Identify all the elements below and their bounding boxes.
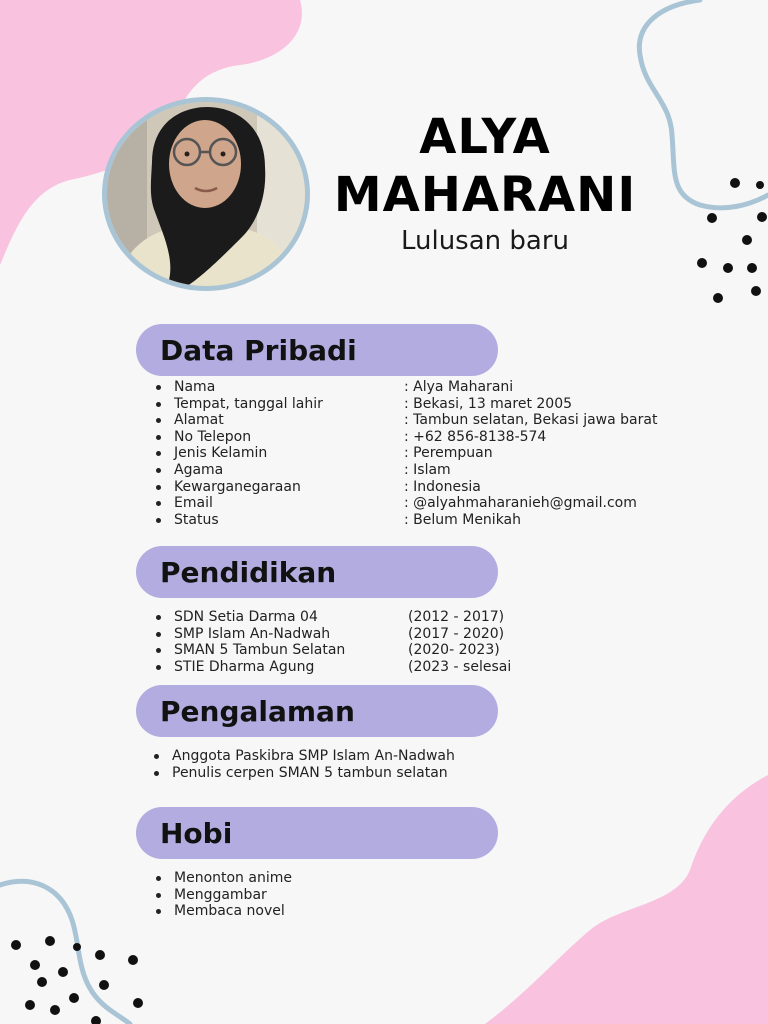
field-label: Tempat, tanggal lahir: [174, 395, 323, 412]
field-value: : Tambun selatan, Bekasi jawa barat: [404, 412, 658, 429]
field-value: : Alya Maharani: [404, 379, 514, 395]
pink-blob-bottom-right: [485, 775, 768, 1024]
section-title-education: Pendidikan: [160, 555, 337, 589]
section-header-personal: [136, 324, 498, 376]
list-item: [154, 479, 714, 496]
list-item: Penulis cerpen SMAN 5 tambun selatan: [152, 765, 455, 782]
field-value: : +62 856-8138-574: [404, 428, 547, 445]
list-item: [154, 642, 574, 659]
field-label: Status: [174, 511, 219, 528]
section-header-experience: [136, 685, 498, 737]
blue-curve-top-right: [639, 0, 768, 208]
list-item: Anggota Paskibra SMP Islam An-Nadwah: [152, 748, 455, 765]
list-item: [154, 429, 714, 446]
school-name: SMAN 5 Tambun Selatan: [174, 642, 346, 659]
field-value: : Perempuan: [404, 445, 493, 462]
name-line-2: MAHARANI: [333, 167, 637, 223]
list-item: [154, 626, 574, 643]
section-title-hobbies: Hobi: [160, 816, 233, 850]
school-name: SDN Setia Darma 04: [174, 609, 318, 625]
list-item: [154, 412, 714, 429]
field-value: : @alyahmaharanieh@gmail.com: [404, 495, 637, 512]
list-item: [154, 379, 714, 396]
dots-top-right: [697, 178, 767, 303]
subtitle: Lulusan baru: [400, 226, 570, 256]
field-value: : Belum Menikah: [404, 511, 522, 528]
dots-bottom-left: [11, 936, 143, 1024]
list-item: [154, 445, 714, 462]
field-label: Alamat: [174, 412, 224, 429]
field-value: : Indonesia: [404, 478, 481, 495]
list-item: [154, 462, 714, 479]
list-item: [154, 396, 714, 413]
education-list: [154, 609, 574, 675]
field-label: Jenis Kelamin: [174, 445, 268, 462]
field-value: : Islam: [404, 461, 451, 478]
school-years: (2012 - 2017): [408, 609, 505, 625]
full-name: [320, 108, 650, 224]
field-label: Nama: [174, 379, 216, 395]
hobbies-list: [154, 870, 292, 920]
experience-list: [152, 748, 455, 781]
section-header-education: [136, 546, 498, 598]
field-label: No Telepon: [174, 428, 252, 445]
field-label: Agama: [174, 461, 224, 478]
list-item: [154, 512, 714, 529]
list-item: [154, 495, 714, 512]
field-label: Kewarganegaraan: [174, 478, 301, 495]
school-name: SMP Islam An-Nadwah: [174, 625, 331, 642]
field-value: : Bekasi, 13 maret 2005: [404, 395, 573, 412]
school-years: (2017 - 2020): [408, 625, 505, 642]
school-years: (2020- 2023): [408, 642, 500, 659]
school-name: STIE Dharma Agung: [174, 658, 315, 675]
school-years: (2023 - selesai: [408, 658, 512, 675]
section-header-hobbies: [136, 807, 498, 859]
list-item: Membaca novel: [154, 903, 292, 920]
profile-photo: [102, 97, 310, 291]
list-item: Menonton anime: [154, 870, 292, 887]
personal-info-list: [154, 379, 714, 528]
blue-curve-bottom-left: [0, 881, 130, 1024]
list-item: [154, 609, 574, 626]
name-line-1: ALYA: [419, 109, 551, 165]
list-item: [154, 659, 574, 676]
section-title-personal: Data Pribadi: [160, 333, 357, 367]
section-title-experience: Pengalaman: [160, 694, 355, 728]
list-item: Menggambar: [154, 887, 292, 904]
field-label: Email: [174, 495, 213, 512]
